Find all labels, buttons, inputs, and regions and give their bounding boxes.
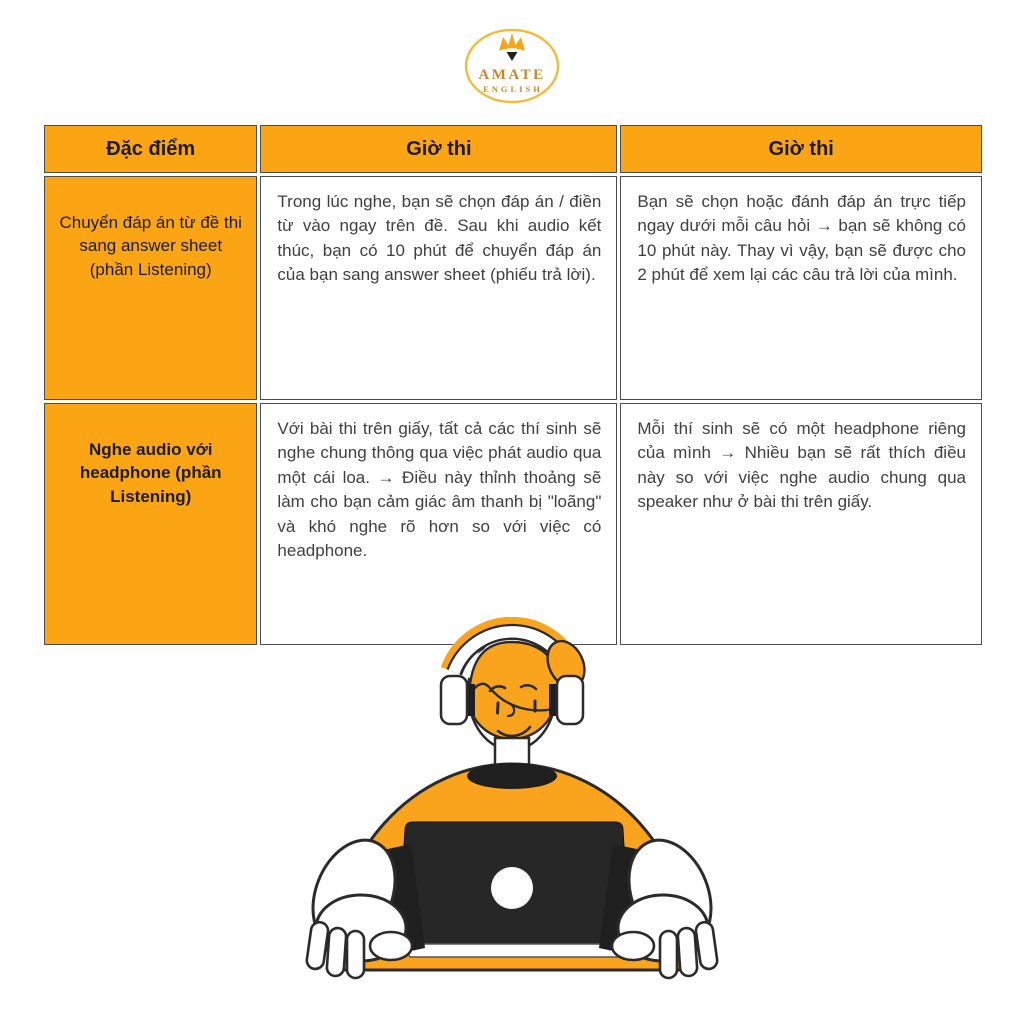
row2-computer-cell: Mỗi thí sinh sẽ có một headphone riêng của mình → Nhiều bạn sẽ rất thích điều này so với việc nghe audio chung qua speaker như ở bài thi trên giấy. [620, 403, 982, 645]
brand-name: AMATE [478, 67, 546, 83]
table-row [44, 176, 982, 400]
shirt-collar [467, 763, 557, 789]
row1-paper-cell: Trong lúc nghe, bạn sẽ chọn đáp án / điền từ vào ngay trên đề. Sau khi audio kết thúc, bạn có 10 phút để chuyển đáp án của bạn sang answer sheet (phiếu trả lời). [260, 176, 617, 400]
left-hand [299, 828, 425, 978]
header-paper-test: Giờ thi [260, 125, 617, 173]
illustration-svg [299, 592, 725, 984]
brand-subtitle: ENGLISH [483, 84, 543, 94]
table-header-row [44, 125, 982, 173]
row1-computer-cell: Bạn sẽ chọn hoặc đánh đáp án trực tiếp ngay dưới mỗi câu hỏi → bạn sẽ không có 10 phút này. Thay vì vậy, bạn sẽ được cho 2 phút để xem lại các câu trả lời của mình. [620, 176, 982, 400]
header-feature: Đặc điểm [44, 125, 257, 173]
brand-logo-svg [462, 26, 562, 106]
person-headphones-laptop-illustration [299, 592, 725, 984]
brand-logo [462, 26, 562, 111]
row2-paper-cell: Với bài thi trên giấy, tất cả các thí sinh sẽ nghe chung thông qua việc phát audio qua một cái loa. → Điều này thỉnh thoảng sẽ làm cho bạn cảm giác âm thanh bị "loãng" và khó nghe rõ hơn so với việc có headphone. [260, 403, 617, 645]
row1-feature-label: Chuyển đáp án từ đề thi sang answer sheet (phần Listening) [44, 176, 257, 400]
laptop-icon [398, 822, 630, 957]
header-computer-test: Giờ thi [620, 125, 982, 173]
row2-feature-label: Nghe audio với headphone (phần Listening) [44, 403, 257, 645]
comparison-table [41, 122, 985, 648]
right-hand [599, 828, 725, 978]
